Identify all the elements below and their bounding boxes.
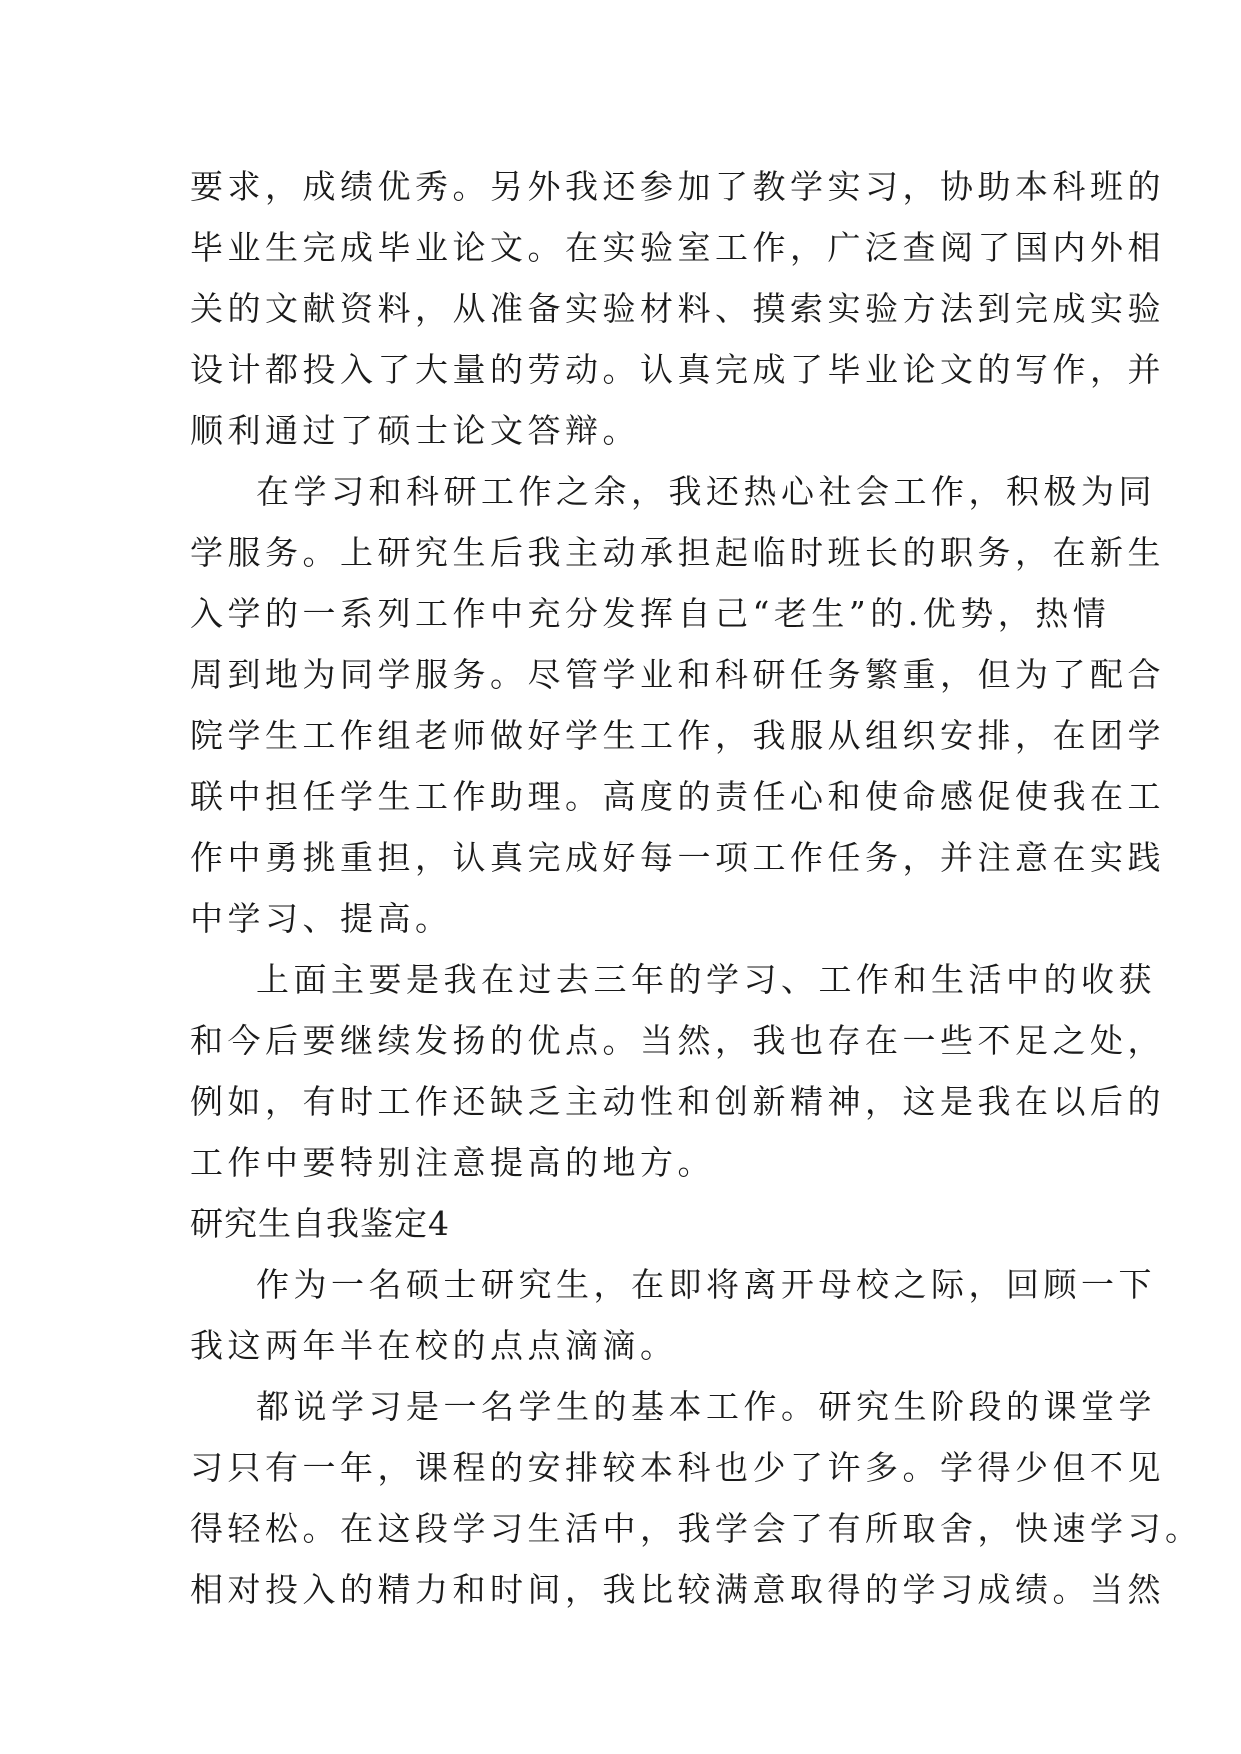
paragraph-first-line: 都说学习是一名学生的基本工作。研究生阶段的课堂学 <box>256 1387 1156 1426</box>
text-line: 作中勇挑重担，认真完成好每一项工作任务，并注意在实践 <box>190 838 1165 877</box>
text-line: 习只有一年，课程的安排较本科也少了许多。学得少但不见 <box>190 1448 1165 1487</box>
paragraph-first-line: 上面主要是我在过去三年的学习、工作和生活中的收获 <box>256 960 1156 999</box>
text-line: 例如，有时工作还缺乏主动性和创新精神，这是我在以后的 <box>190 1082 1165 1121</box>
text-line: 入学的一系列工作中充分发挥自己“老生”的.优势，热情 <box>190 594 1111 633</box>
text-line: 顺利通过了硕士论文答辩。 <box>190 411 640 450</box>
text-line: 院学生工作组老师做好学生工作，我服从组织安排，在团学 <box>190 716 1165 755</box>
text-line: 中学习、提高。 <box>190 899 453 938</box>
document-body <box>190 156 1203 1620</box>
paragraph-first-line: 在学习和科研工作之余，我还热心社会工作，积极为同 <box>256 472 1156 511</box>
text-line: 要求，成绩优秀。另外我还参加了教学实习，协助本科班的 <box>190 167 1165 206</box>
text-line: 毕业生完成毕业论文。在实验室工作，广泛查阅了国内外相 <box>190 228 1165 267</box>
text-line: 和今后要继续发扬的优点。当然，我也存在一些不足之处， <box>190 1021 1165 1060</box>
text-line: 关的文献资料，从准备实验材料、摸索实验方法到完成实验 <box>190 289 1165 328</box>
text-line: 设计都投入了大量的劳动。认真完成了毕业论文的写作，并 <box>190 350 1165 389</box>
paragraph-first-line: 作为一名硕士研究生，在即将离开母校之际，回顾一下 <box>256 1265 1156 1304</box>
text-line: 学服务。上研究生后我主动承担起临时班长的职务，在新生 <box>190 533 1165 572</box>
text-line: 我这两年半在校的点点滴滴。 <box>190 1326 678 1365</box>
text-line: 联中担任学生工作助理。高度的责任心和使命感促使我在工 <box>190 777 1165 816</box>
text-line: 周到地为同学服务。尽管学业和科研任务繁重，但为了配合 <box>190 655 1165 694</box>
section-heading: 研究生自我鉴定4 <box>190 1204 450 1243</box>
text-line: 相对投入的精力和时间，我比较满意取得的学习成绩。当然 <box>190 1570 1165 1609</box>
text-line: 工作中要特别注意提高的地方。 <box>190 1143 715 1182</box>
text-line: 得轻松。在这段学习生活中，我学会了有所取舍，快速学习。 <box>190 1509 1203 1548</box>
